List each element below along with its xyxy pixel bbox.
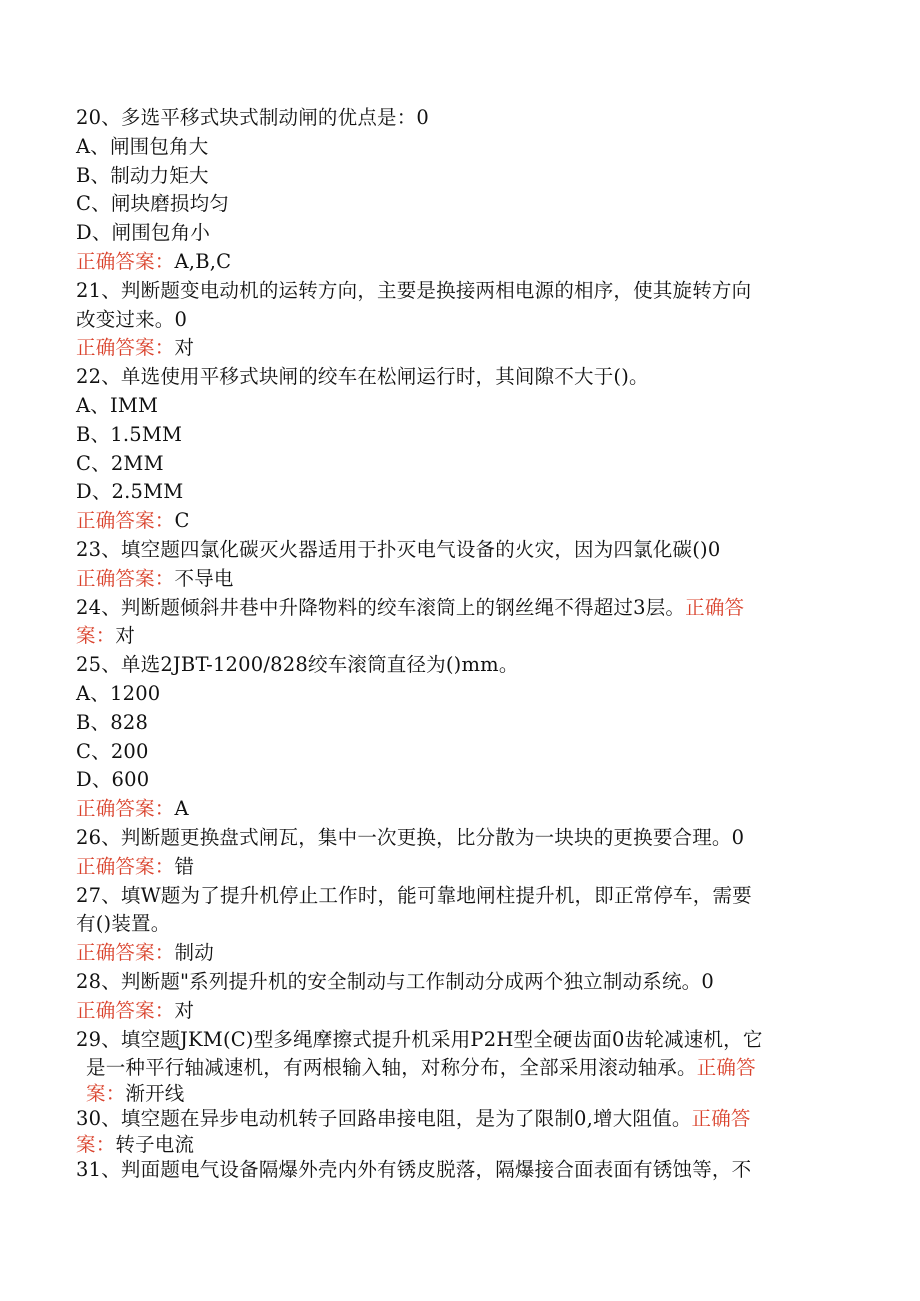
answer-label: 正确答案： bbox=[76, 566, 175, 590]
question-21: 21、判断题变电动机的运转方向，主要是换接两相电源的相序，使其旋转方向 bbox=[76, 278, 752, 302]
answer-23 bbox=[76, 565, 836, 594]
question-23: 23、填空题四氯化碳灭火器适用于扑灭电气设备的火灾，因为四氯化碳()0 bbox=[76, 537, 721, 561]
option-a: A、IMM bbox=[76, 393, 159, 417]
answer-label: 正确答 bbox=[691, 1107, 751, 1131]
option-a: A、1200 bbox=[76, 681, 161, 705]
option-b: B、828 bbox=[76, 710, 149, 734]
option-b: B、制动力矩大 bbox=[76, 163, 209, 187]
option-a: A、闸围包角大 bbox=[76, 134, 209, 158]
question-text: 是一种平行轴减速机，有两根输入轴，对称分布，全部采用滚动轴承。 bbox=[86, 1056, 697, 1080]
answer-label: 案： bbox=[76, 1132, 116, 1156]
question-30 bbox=[76, 1105, 836, 1134]
answer-value: 转子电流 bbox=[115, 1132, 195, 1156]
answer-22 bbox=[76, 507, 836, 536]
question-31: 31、判面题电气设备隔爆外壳内外有锈皮脱落，隔爆接合面表面有锈蚀等，不 bbox=[76, 1157, 752, 1181]
answer-label: 正确答案： bbox=[76, 509, 175, 533]
answer-26 bbox=[76, 853, 836, 882]
question-27-cont: 有()装置。 bbox=[76, 912, 171, 936]
question-29-cont bbox=[76, 1054, 836, 1083]
answer-label: 正确答案： bbox=[76, 854, 175, 878]
answer-label: 正确答 bbox=[685, 595, 745, 619]
option-b: B、1.5MM bbox=[76, 422, 183, 446]
answer-value: 对 bbox=[115, 624, 136, 648]
answer-24 bbox=[76, 622, 836, 651]
answer-value: A,B,C bbox=[174, 249, 232, 273]
answer-20 bbox=[76, 248, 836, 277]
answer-29 bbox=[76, 1083, 836, 1105]
question-29: 29、填空题JKM(C)型多绳摩擦式提升机采用P2H型全硬齿面0齿轮减速机，它 bbox=[76, 1027, 763, 1051]
option-d: D、闸围包角小 bbox=[76, 221, 211, 245]
option-c: C、200 bbox=[76, 739, 149, 763]
answer-value: C bbox=[174, 509, 190, 533]
answer-28 bbox=[76, 997, 836, 1026]
answer-30 bbox=[76, 1134, 836, 1156]
answer-label: 正确答案： bbox=[76, 941, 175, 965]
question-22: 22、单选使用平移式块闸的绞车在松闸运行时，其间隙不大于()。 bbox=[76, 365, 649, 389]
option-c: C、闸块磨损均匀 bbox=[76, 192, 230, 216]
answer-label: 正确答 bbox=[696, 1056, 756, 1080]
question-text: 24、判断题倾斜井巷中升降物料的绞车滚筒上的钢丝绳不得超过3层。 bbox=[76, 595, 686, 619]
option-d: D、600 bbox=[76, 768, 150, 792]
answer-value: A bbox=[174, 797, 189, 821]
option-d: D、2.5MM bbox=[76, 480, 184, 504]
question-28: 28、判断题"系列提升机的安全制动与工作制动分成两个独立制动系统。0 bbox=[76, 969, 714, 993]
answer-value: 不导电 bbox=[174, 566, 234, 590]
answer-label: 案： bbox=[86, 1082, 126, 1106]
answer-27 bbox=[76, 939, 836, 968]
answer-label: 正确答案： bbox=[76, 249, 175, 273]
answer-21 bbox=[76, 334, 836, 363]
answer-value: 错 bbox=[174, 854, 195, 878]
answer-label: 正确答案： bbox=[76, 336, 175, 360]
answer-value: 渐开线 bbox=[125, 1082, 185, 1106]
answer-value: 制动 bbox=[174, 941, 214, 965]
question-text: 30、填空题在异步电动机转子回路串接电阻，是为了限制0,增大阻值。 bbox=[76, 1107, 692, 1131]
question-20: 20、多选平移式块式制动闸的优点是：0 bbox=[76, 106, 430, 129]
answer-value: 对 bbox=[174, 998, 195, 1022]
answer-label: 正确答案： bbox=[76, 998, 175, 1022]
question-25: 25、单选2JBT-1200/828绞车滚筒直径为()mm。 bbox=[76, 653, 519, 677]
question-27: 27、填W题为了提升机停止工作时，能可靠地闸柱提升机，即正常停车，需要 bbox=[76, 883, 752, 907]
answer-label: 案： bbox=[76, 624, 116, 648]
document-page bbox=[76, 104, 836, 1185]
answer-value: 对 bbox=[174, 336, 195, 360]
question-24 bbox=[76, 594, 836, 623]
question-21-cont: 改变过来。0 bbox=[76, 307, 188, 331]
answer-25 bbox=[76, 795, 836, 824]
answer-label: 正确答案： bbox=[76, 797, 175, 821]
option-c: C、2MM bbox=[76, 451, 164, 475]
question-26: 26、判断题更换盘式闸瓦，集中一次更换，比分散为一块块的更换要合理。0 bbox=[76, 825, 745, 849]
